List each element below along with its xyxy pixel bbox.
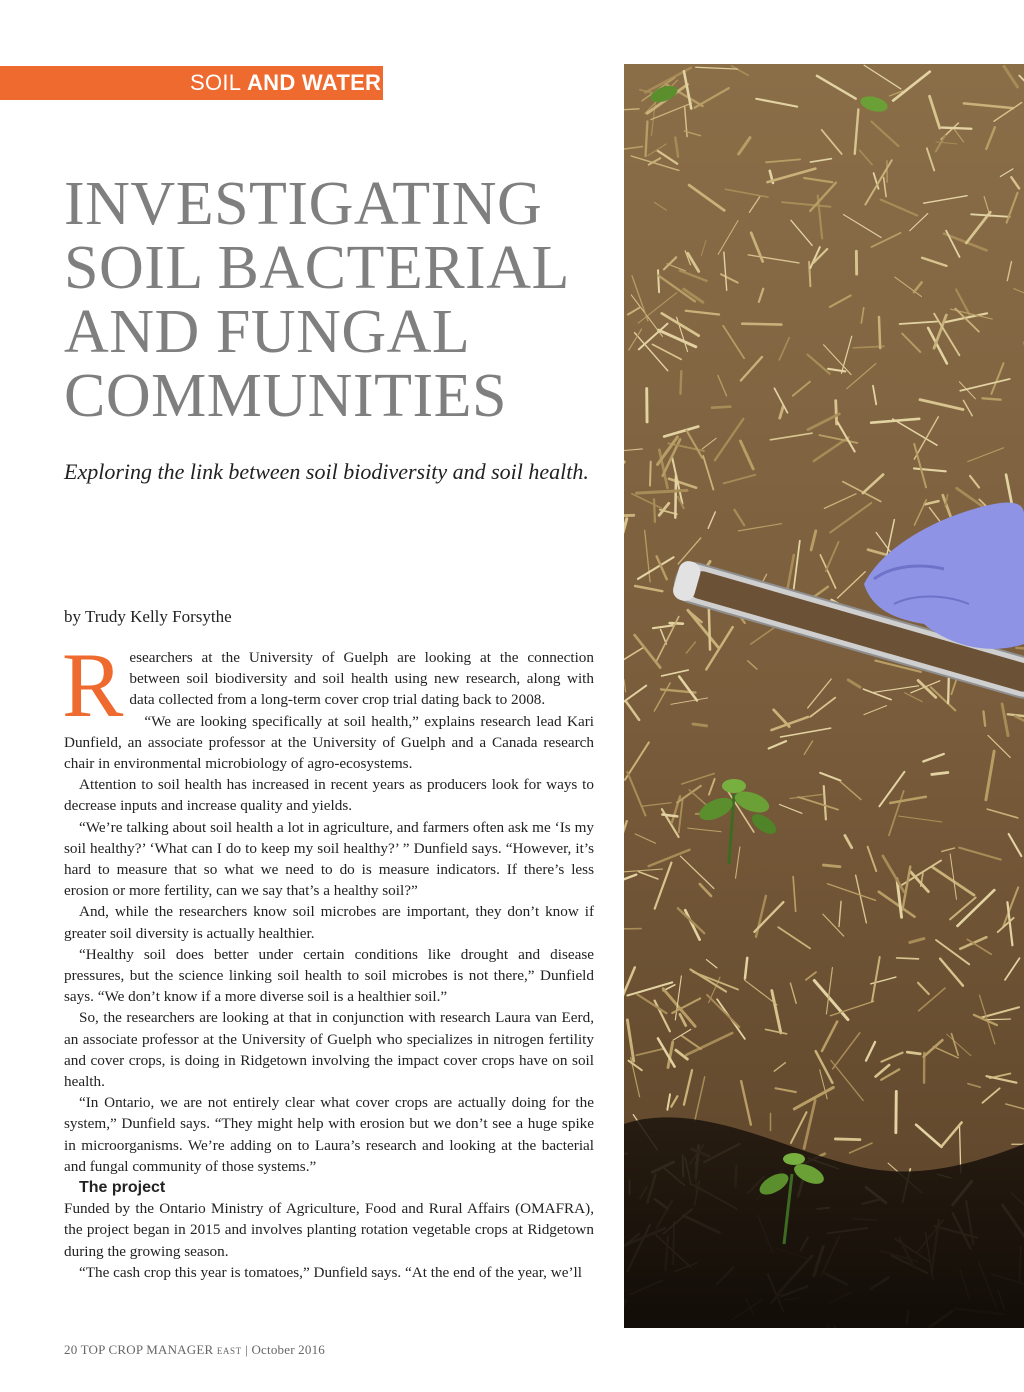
paragraph-4: “We’re talking about soil health a lot in agriculture, and farmers often ask me ‘Is my soil healthy?’ ‘What can I do to keep my soil healthy?’ ” Dunfield says. “However, it’s hard to measure that so what we need to do is measure indicators. If there’s less erosion or more fertility, can we say that’s a healthy soil?” <box>64 818 594 900</box>
headline-line-4: COMMUNITIES <box>64 362 507 430</box>
magazine-name: TOP CROP MANAGER <box>80 1342 214 1357</box>
straw-piece <box>897 958 919 959</box>
page-number: 20 <box>64 1342 78 1357</box>
soil-sample-photo-illustration <box>624 64 1024 1328</box>
straw-piece <box>879 317 880 348</box>
page-footer <box>64 1342 325 1358</box>
headline <box>64 172 624 428</box>
headline-line-1: INVESTIGATING <box>64 170 543 238</box>
issue-date: October 2016 <box>251 1342 325 1357</box>
straw-piece <box>809 262 810 286</box>
paragraph-9: Funded by the Ontario Ministry of Agriculture, Food and Rural Affairs (OMAFRA), the project began in 2015 and involves planting rotation vegetable crops at Ridgetown during the growing season. <box>64 1200 594 1260</box>
paragraph-2: “We are looking specifically at soil health,” explains research lead Kari Dunfield, an associate professor at the University of Guelph and a Canada research chair in environmental microbiology of agro-ecosystems. <box>64 712 594 773</box>
field-photo <box>624 64 1024 1328</box>
straw-piece <box>983 398 1001 399</box>
edition-label: EAST <box>216 1346 242 1356</box>
paragraph-8: “In Ontario, we are not entirely clear what cover crops are actually doing for the system,” Dunfield says. “They might help with erosion but we don’t see a huge spike in microorganisms. We’re adding on to Laura’s research and looking at the bacterial and fungal community of those systems.” <box>64 1094 594 1175</box>
paragraph-1 <box>62 634 594 736</box>
drop-cap: R <box>62 634 124 736</box>
straw-piece <box>986 1019 1011 1020</box>
byline: by Trudy Kelly Forsythe <box>64 607 232 626</box>
paragraph-5: And, while the researchers know soil microbes are important, they don’t know if greater soil diversity is actually healthier. <box>64 903 594 942</box>
headline-line-3: AND FUNGAL <box>64 298 471 366</box>
straw-piece <box>823 865 839 867</box>
paragraph-6: “Healthy soil does better under certain conditions like drought and disease pressures, but the science linking soil health to soil microbes is not there,” Dunfield says. “We don’t know if a more diverse soil is a healthier soil.” <box>64 945 594 1006</box>
straw-piece <box>680 371 681 393</box>
section-word-soil: SOIL <box>190 70 241 95</box>
straw-piece <box>907 1052 920 1054</box>
straw-piece <box>742 324 781 325</box>
deck: Exploring the link between soil biodiversity and soil health. <box>64 459 589 484</box>
section-tag <box>0 66 383 100</box>
straw-piece <box>624 515 634 517</box>
article-body <box>62 634 594 1283</box>
straw-piece <box>983 711 985 725</box>
straw-piece <box>836 401 837 424</box>
paragraph-7: So, the researchers are looking at that in conjunction with research Laura van Eerd, an associate professor at the University of Guelph who specializes in nitrogen fertility and cover crops, is doing in Ridgetown involving the impact cover crops have on soil health. <box>64 1009 594 1091</box>
straw-piece <box>693 724 707 726</box>
subhead-the-project: The project <box>79 1179 166 1197</box>
straw-piece <box>650 462 651 486</box>
headline-line-2: SOIL BACTERIAL <box>64 234 570 302</box>
paragraph-10: “The cash crop this year is tomatoes,” Dunfield says. “At the end of the year, we’ll <box>79 1263 582 1281</box>
straw-piece <box>712 407 730 408</box>
straw-piece <box>948 674 949 703</box>
paragraph-1-text: esearchers at the University of Guelph are looking at the connection between soil biodiversity and soil health using new research, along with data collected from a long-term cover crop trial dating back to 2008. <box>129 649 594 709</box>
straw-piece <box>835 1139 860 1140</box>
straw-piece <box>654 499 655 521</box>
paragraph-3: Attention to soil health has increased in recent years as producers look for ways to decrease inputs and increase quality and yields. <box>64 776 594 815</box>
straw-piece <box>675 475 676 517</box>
section-word-and-water: AND WATER <box>246 70 382 95</box>
straw-piece <box>932 773 948 775</box>
straw-piece <box>942 128 971 129</box>
footer-separator: | <box>245 1342 248 1357</box>
straw-piece <box>658 270 659 292</box>
